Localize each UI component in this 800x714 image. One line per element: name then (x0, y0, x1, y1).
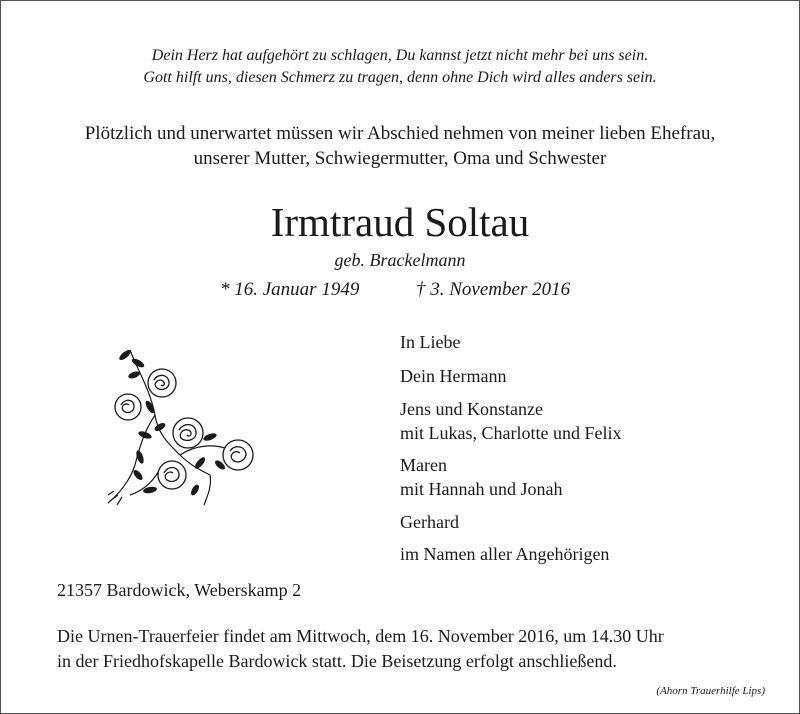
intro-line-1: Plötzlich und unerwartet müssen wir Abschied nehmen von meiner lieben Ehefrau, (84, 123, 716, 144)
undertaker-credit: (Ahorn Trauerhilfe Lips) (656, 685, 765, 697)
mourner-family-2-line-1: Maren (400, 455, 447, 475)
mourner-family-1-line-2: mit Lukas, Charlotte und Felix (400, 423, 622, 443)
rose-branch-icon (100, 345, 270, 510)
birth-date: * 16. Januar 1949 (220, 279, 360, 300)
ceremony-line-2: in der Friedhofskapelle Bardowick statt. Die Beisetzung erfolgt anschließend. (57, 651, 617, 671)
ceremony-line-1: Die Urnen-Trauerfeier findet am Mittwoch, dem 16. November 2016, um 14.30 Uhr (57, 626, 664, 646)
poem-line-1: Dein Herz hat aufgehört zu schlagen, Du kannst jetzt nicht mehr bei uns sein. (151, 47, 649, 64)
mourner-opening: In Liebe (400, 332, 461, 352)
mourner-spouse: Dein Hermann (400, 366, 507, 386)
intro-line-2: unserer Mutter, Schwiegermutter, Oma und Schwester (193, 148, 607, 169)
death-date: † 3. November 2016 (416, 279, 571, 300)
birth-name: geb. Brackelmann (334, 250, 466, 270)
poem-line-2: Gott hilft uns, diesen Schmerz zu tragen, denn ohne Dich wird alles anders sein. (143, 69, 657, 86)
mourner-family-2-line-2: mit Hannah und Jonah (400, 479, 563, 499)
address: 21357 Bardowick, Weberskamp 2 (57, 580, 302, 600)
deceased-name: Irmtraud Soltau (270, 199, 530, 245)
mourner-family-1-line-1: Jens und Konstanze (400, 399, 543, 419)
mourner-sibling: Gerhard (400, 512, 459, 532)
mourner-closing: im Namen aller Angehörigen (400, 544, 610, 564)
